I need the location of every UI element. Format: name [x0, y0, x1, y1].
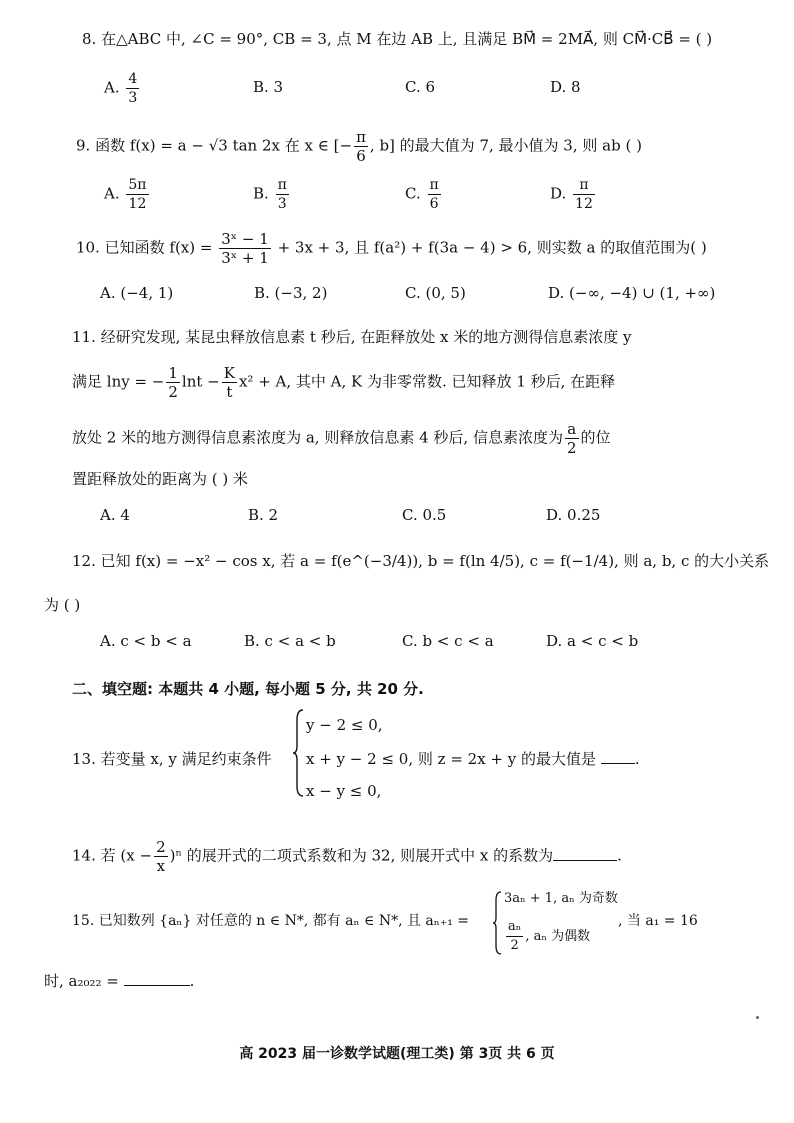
q9-option-d: D. $\frac{\pi}{12}$ — [550, 177, 593, 212]
q15-line-2: 时, a₂₀₂₂ = . — [44, 972, 195, 990]
q12-line-2: 为 ( ) — [44, 596, 81, 614]
q8-option-b: B. 3 — [253, 78, 284, 96]
q11-option-d: D. 0.25 — [546, 506, 601, 524]
q11-option-a: A. 4 — [100, 506, 130, 524]
q15-stem-b: , 当 a₁ = 16 — [618, 913, 698, 929]
q12-option-d: D. a < c < b — [546, 632, 639, 650]
q9-stem: 9. 函数 f(x) = a − √3 tan 2x 在 x ∈ [− $\frac{\pi}{6}$ , b] 的最大值为 7, 最小值为 3, 则 ab ( ) — [76, 128, 642, 165]
q12-line-1: 12. 已知 f(x) = −x² − cos x, 若 a = f(e^(−3/4)), b = f(ln 4/5), c = f(−1/4), 则 a, b, c 的大小关系 — [72, 552, 770, 570]
q13-constraint-1: y − 2 ≤ 0, — [306, 716, 383, 734]
q11-line-4: 置距释放处的距离为 ( ) 米 — [72, 470, 249, 488]
q13-constraint-3: x − y ≤ 0, — [306, 782, 382, 800]
q9-option-c: C. $\frac{\pi}{6}$ — [405, 177, 439, 212]
q11-line-3: 放处 2 米的地方测得信息素浓度为 a, 则释放信息素 4 秒后, 信息素浓度为 $\frac{a}{2}$ 的位 — [72, 420, 611, 457]
q15-answer-blank[interactable] — [124, 971, 190, 986]
q13-constraint-2: x + y − 2 ≤ 0, 则 z = 2x + y 的最大值是 . — [306, 750, 640, 768]
q13-brace — [292, 708, 304, 798]
q10-option-d: D. (−∞, −4) ∪ (1, +∞) — [548, 284, 716, 302]
q15-case-1: 3aₙ + 1, aₙ 为奇数 — [504, 891, 618, 906]
left-brace-icon — [292, 708, 304, 798]
q9-option-b: B. $\frac{\pi}{3}$ — [253, 177, 287, 212]
q11-option-b: B. 2 — [248, 506, 279, 524]
q11-line-1: 11. 经研究发现, 某昆虫释放信息素 t 秒后, 在距释放处 x 米的地方测得信息素浓度 y — [72, 328, 632, 346]
q13-stem-a: 13. 若变量 x, y 满足约束条件 — [72, 750, 272, 768]
q10-option-c: C. (0, 5) — [405, 284, 466, 302]
q11-option-c: C. 0.5 — [402, 506, 447, 524]
q11-line-2: 满足 lny = − $\frac{1}{2}$ lnt − $\frac{K}{t}$ x² + A, 其中 A, K 为非零常数. 已知释放 1 秒后, 在距释 — [72, 364, 616, 401]
q10-option-b: B. (−3, 2) — [254, 284, 328, 302]
left-brace-icon — [492, 890, 502, 956]
page-footer: 高 2023 届一诊数学试题(理工类) 第 3页 共 6 页 — [239, 1046, 555, 1062]
q15-stem-a: 15. 已知数列 {aₙ} 对任意的 n ∈ N*, 都有 aₙ ∈ N*, 且 aₙ₊₁ = — [72, 913, 470, 929]
q12-option-b: B. c < a < b — [244, 632, 336, 650]
q15-case-2: $\frac{\text{aₙ}}{2}$ , aₙ 为偶数 — [508, 919, 591, 953]
q9-stem-fraction: $\frac{\pi}{6}$ — [356, 128, 366, 165]
q8-option-a: A. $\frac{4}{3}$ — [104, 71, 138, 106]
q9-option-a: A. $\frac{5\pi}{12}$ — [104, 177, 147, 212]
q8-option-c: C. 6 — [405, 78, 436, 96]
q8-option-a-fraction: $\frac{4}{3}$ — [128, 71, 138, 106]
q14-answer-blank[interactable] — [553, 846, 617, 861]
q14-stem: 14. 若 (x − $\frac{2}{x}$ )ⁿ 的展开式的二项式系数和为 32, 则展开式中 x 的系数为 . — [72, 838, 622, 875]
q10-stem-fraction: $\frac{\text{3ˣ − 1}}{\text{3ˣ + 1}}$ — [221, 230, 269, 267]
q10-option-a: A. (−4, 1) — [100, 284, 174, 302]
q8-option-d: D. 8 — [550, 78, 581, 96]
q15-brace — [492, 890, 502, 956]
section-2-heading: 二、填空题: 本题共 4 小题, 每小题 5 分, 共 20 分. — [72, 680, 424, 698]
q12-option-c: C. b < c < a — [402, 632, 494, 650]
q8-stem: 8. 在△ABC 中, ∠C = 90°, CB = 3, 点 M 在边 AB 上, 且满足 BM⃗ = 2MA⃗, 则 CM⃗·CB⃗ = ( ) — [82, 30, 713, 48]
q12-option-a: A. c < b < a — [100, 632, 192, 650]
q10-stem: 10. 已知函数 f(x) = $\frac{\text{3ˣ − 1}}{\text{3ˣ + 1}}$ + 3x + 3, 且 f(a²) + f(3a − 4) > 6, 则实数 a 的取值范围为( ) — [76, 230, 707, 267]
q13-answer-blank[interactable] — [601, 749, 635, 764]
scan-speck — [756, 1016, 759, 1019]
